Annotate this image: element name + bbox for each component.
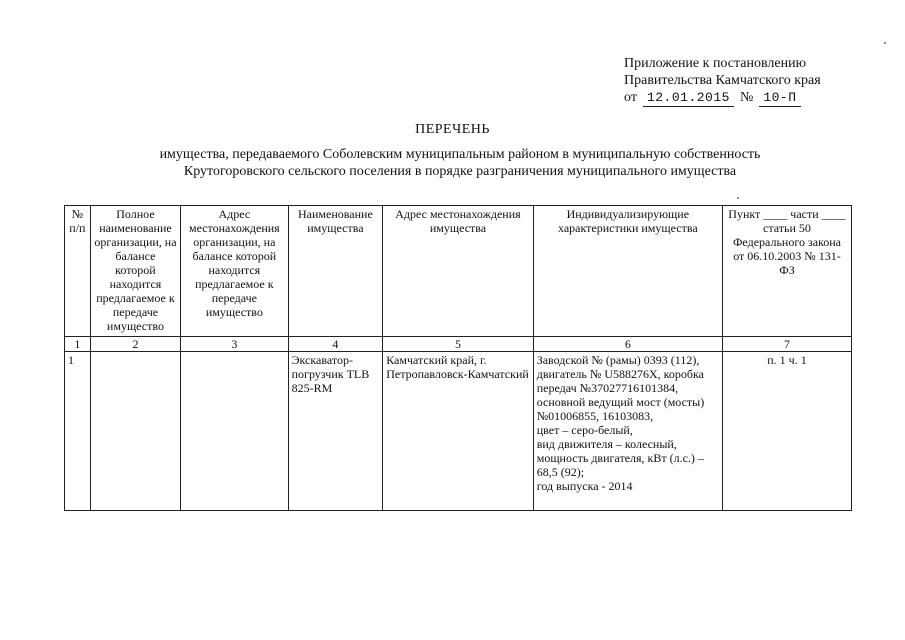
appendix-line2: Правительства Камчатского края <box>624 73 821 88</box>
header-org-name: Полное наименование организации, на балансе которой находится предлагаемое к передаче имущество <box>90 206 180 337</box>
column-number: 6 <box>533 337 722 352</box>
column-number: 3 <box>181 337 289 352</box>
document-title: ПЕРЕЧЕНЬ <box>415 122 490 137</box>
row-num: 1 <box>65 352 91 511</box>
subtitle-line2: Крутогоровского сельского поселения в порядке разграничения муниципального имущества <box>183 164 737 179</box>
header-characteristics: Индивидуализирующие характеристики имущества <box>533 206 722 337</box>
appendix-header <box>624 55 821 107</box>
document-subtitle <box>100 146 820 180</box>
header-law-point: Пункт ____ части ____ статьи 50 Федерального закона от 06.10.2003 № 131-ФЗ <box>722 206 851 337</box>
row-property-address: Камчатский край, г. Петропавловск-Камчатский <box>383 352 534 511</box>
resolution-date: 12.01.2015 <box>643 89 734 107</box>
header-property-name: Наименование имущества <box>288 206 383 337</box>
table-header-row <box>65 206 852 337</box>
characteristic-line: год выпуска - 2014 <box>536 479 633 493</box>
characteristic-line: цвет – серо-белый, <box>536 423 633 437</box>
column-number: 5 <box>383 337 534 352</box>
from-label: от <box>624 90 637 105</box>
table-row <box>65 352 852 511</box>
row-law-point: п. 1 ч. 1 <box>722 352 851 511</box>
subtitle-line1: имущества, передаваемого Соболевским муниципальным районом в муниципальную собственность <box>159 147 761 162</box>
scan-dot <box>884 42 886 44</box>
number-label: № <box>739 90 754 105</box>
header-org-address: Адрес местонахождения организации, на балансе которой находится предлагаемое к передаче имущество <box>181 206 289 337</box>
column-number: 1 <box>65 337 91 352</box>
header-num: № п/п <box>65 206 91 337</box>
row-property-name: Экскаватор-погрузчик TLB 825-RM <box>288 352 383 511</box>
characteristic-line: мощность двигателя, кВт (л.с.) – 68,5 (92); <box>536 451 704 479</box>
row-org-name <box>90 352 180 511</box>
row-characteristics <box>533 352 722 511</box>
column-number: 4 <box>288 337 383 352</box>
column-number: 7 <box>722 337 851 352</box>
appendix-line1: Приложение к постановлению <box>624 56 807 71</box>
column-number: 2 <box>90 337 180 352</box>
column-number-row <box>65 337 852 352</box>
header-property-address: Адрес местонахождения имущества <box>383 206 534 337</box>
characteristic-line: вид движителя – колесный, <box>536 437 677 451</box>
property-table <box>64 205 852 511</box>
appendix-line3 <box>624 89 821 107</box>
scan-dot <box>737 197 739 199</box>
characteristic-line: Заводской № (рамы) 0393 (112), двигатель № U588276X, коробка передач №37027716101384, основной ведущий мост (мосты) №01006855, 16103083, <box>536 353 705 423</box>
resolution-number: 10-П <box>759 89 800 107</box>
row-org-address <box>181 352 289 511</box>
